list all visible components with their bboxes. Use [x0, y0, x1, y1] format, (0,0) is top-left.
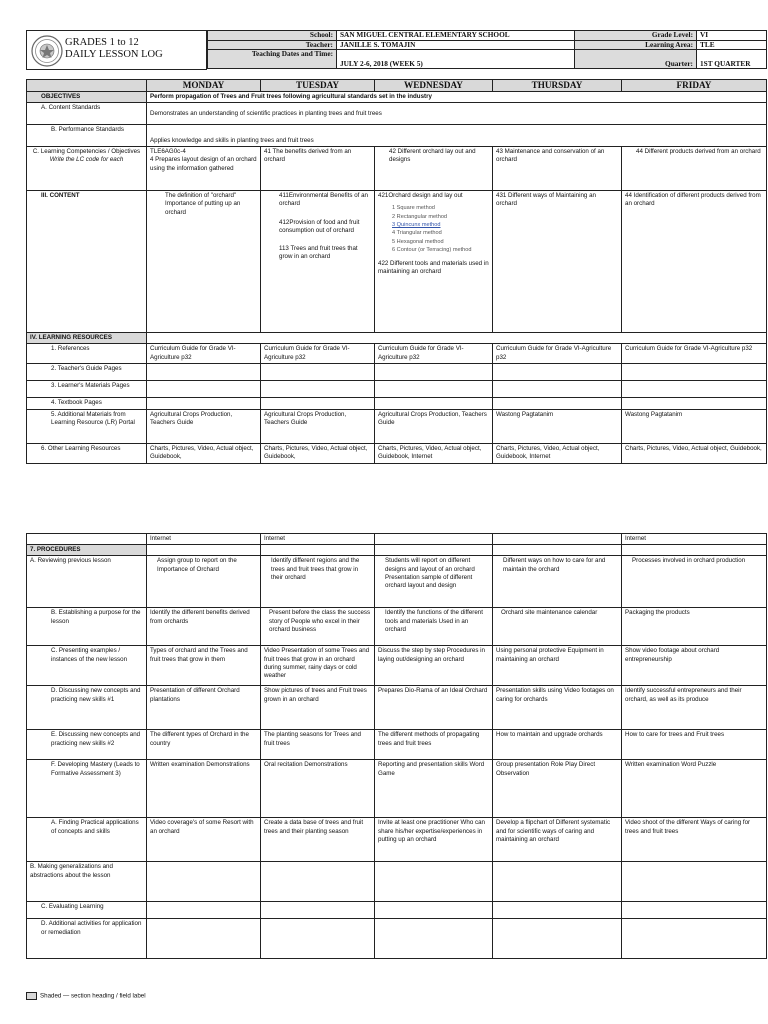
procedure-label: B. Establishing a purpose for the lesson — [27, 608, 147, 646]
procedures-row — [27, 545, 767, 556]
shading-key — [26, 992, 146, 1001]
procedure-cell: Prepares Dio-Rama of an Ideal Orchard — [375, 686, 493, 730]
content-wednesday-1: 421Orchard design and lay out — [378, 192, 463, 200]
dates-label: Teaching Dates and Time: — [208, 50, 337, 69]
internet-label-blank — [27, 534, 147, 545]
other-resources-tuesday: Charts, Pictures, Video, Actual object, Guidebook, — [261, 443, 375, 463]
procedure-label: C. Evaluating Learning — [27, 902, 147, 919]
competencies-tuesday: 41 The benefits derived from an orchard — [261, 147, 375, 191]
procedure-cell — [375, 919, 493, 959]
teacher-guide-tue — [261, 364, 375, 381]
learning-resources-blank — [147, 333, 767, 344]
procedure-cell — [493, 902, 622, 919]
day-header-friday: FRIDAY — [622, 80, 767, 92]
procedure-cell: How to maintain and upgrade orchards — [493, 730, 622, 760]
method-1: 1 Square method — [392, 205, 435, 212]
day-header-wednesday: WEDNESDAY — [375, 80, 493, 92]
procedure-cell: Presentation of different Orchard plantations — [147, 686, 261, 730]
procedure-cell: How to care for trees and Fruit trees — [622, 730, 767, 760]
procedure-cell: The different methods of propagating trees and fruit trees — [375, 730, 493, 760]
procedure-cell: Written examination Demonstrations — [147, 760, 261, 818]
procedure-row — [27, 760, 767, 818]
competency-monday-text: 4 Prepares layout design of an orchard using the information gathered — [150, 156, 257, 172]
content-wednesday — [375, 191, 493, 333]
learner-materials-thu — [493, 381, 622, 398]
competencies-label-cell — [27, 147, 147, 191]
procedure-label: D. Additional activities for application or remediation — [27, 919, 147, 959]
procedure-cell: Identify successful entrepreneurs and their orchard, as well as its produce — [622, 686, 767, 730]
procedure-label: F. Developing Mastery (Leads to Formative Assessment 3) — [27, 760, 147, 818]
competencies-friday: 44 Different products derived from an orchard — [622, 147, 767, 191]
content-row — [27, 191, 767, 333]
grade-level-label: Grade Level: — [575, 31, 697, 41]
procedure-cell: Discuss the step by step Procedures in laying out/designing an orchard — [375, 646, 493, 686]
procedure-cell: The planting seasons for Trees and fruit trees — [261, 730, 375, 760]
procedures-fri — [622, 545, 767, 556]
learner-materials-tue — [261, 381, 375, 398]
learning-resources-row — [27, 333, 767, 344]
references-row — [27, 344, 767, 364]
teacher-guide-label: 2. Teacher's Guide Pages — [27, 364, 147, 381]
title-line-1: GRADES 1 to 12 — [65, 37, 139, 48]
objectives-row — [27, 92, 767, 103]
procedure-row — [27, 818, 767, 862]
other-resources-friday: Charts, Pictures, Video, Actual object, Guidebook, — [622, 443, 767, 463]
lesson-table-page-1 — [26, 79, 767, 464]
procedure-row — [27, 686, 767, 730]
content-tuesday-1: 411Environmental Benefits of an orchard — [279, 192, 368, 208]
day-header-row — [27, 80, 767, 92]
procedure-cell — [147, 919, 261, 959]
learning-resources-label: IV. LEARNING RESOURCES — [27, 333, 147, 344]
procedure-row — [27, 902, 767, 919]
day-header-monday: MONDAY — [147, 80, 261, 92]
content-standards-row — [27, 103, 767, 125]
teacher-guide-wed — [375, 364, 493, 381]
lesson-log-title — [65, 37, 163, 61]
references-tuesday: Curriculum Guide for Grade VI-Agriculture p32 — [261, 344, 375, 364]
textbook-mon — [147, 398, 261, 409]
textbook-wed — [375, 398, 493, 409]
procedure-cell — [493, 862, 622, 902]
method-3: 3 Quincunx method — [392, 222, 441, 228]
content-tuesday-3: 113 Trees and fruit trees that grow in an orchard — [279, 245, 358, 261]
other-resources-monday: Charts, Pictures, Video, Actual object, Guidebook, — [147, 443, 261, 463]
content-tuesday-2: 412Provision of food and fruit consumption out of orchard — [279, 218, 360, 234]
references-wednesday: Curriculum Guide for Grade VI-Agriculture p32 — [375, 344, 493, 364]
procedure-cell: Video Presentation of some Trees and fruit trees that grow in an orchard during summer, rainy days or cold weather — [261, 646, 375, 686]
procedure-cell: Types of orchard and the Trees and fruit trees that grow in them — [147, 646, 261, 686]
textbook-row — [27, 398, 767, 409]
procedure-cell: Group presentation Role Play Direct Observation — [493, 760, 622, 818]
procedure-label: B. Making generalizations and abstractions about the lesson — [27, 862, 147, 902]
day-header-tuesday: TUESDAY — [261, 80, 375, 92]
school-value: SAN MIGUEL CENTRAL ELEMENTARY SCHOOL — [337, 31, 575, 41]
procedure-cell — [622, 919, 767, 959]
method-5: 5 Hexagonal method — [392, 238, 444, 245]
competency-code: TLE6AG0c-4 — [150, 148, 186, 156]
header-info-table — [207, 30, 767, 69]
orchard-methods-list — [378, 204, 489, 254]
internet-thursday — [493, 534, 622, 545]
procedure-cell: Show video footage about orchard entrepreneurship — [622, 646, 767, 686]
procedure-cell — [622, 902, 767, 919]
procedure-cell: Students will report on different designs and layout of an orchard Presentation sample of different orchard layout and design — [375, 556, 493, 608]
performance-standards-text: Applies knowledge and skills in planting trees and fruit trees — [147, 125, 767, 147]
content-standards-text: Demonstrates an understanding of scientific practices in planting trees and fruit trees — [147, 103, 767, 125]
procedure-cell: Assign group to report on the Importance of Orchard — [147, 556, 261, 608]
textbook-tue — [261, 398, 375, 409]
references-monday: Curriculum Guide for Grade VI-Agriculture p32 — [147, 344, 261, 364]
content-thursday: 431 Different ways of Maintaining an orchard — [493, 191, 622, 333]
method-4: 4 Triangular method — [392, 230, 442, 237]
performance-standards-label: B. Performance Standards — [27, 125, 147, 147]
references-label: 1. References — [27, 344, 147, 364]
references-thursday: Curriculum Guide for Grade VI-Agriculture p32 — [493, 344, 622, 364]
quarter-label: Quarter: — [575, 50, 697, 69]
internet-wednesday — [375, 534, 493, 545]
additional-materials-thursday: Wastong Pagtatanim — [493, 409, 622, 443]
competencies-thursday: 43 Maintenance and conservation of an orchard — [493, 147, 622, 191]
lesson-table-page-2 — [26, 533, 767, 959]
learner-materials-wed — [375, 381, 493, 398]
grade-level-value: VI — [697, 31, 767, 41]
method-6: 6 Contour (or Terracing) method — [392, 246, 472, 253]
procedure-cell: Different ways on how to care for and maintain the orchard — [493, 556, 622, 608]
procedure-row — [27, 608, 767, 646]
additional-materials-tuesday: Agricultural Crops Production, Teachers Guide — [261, 409, 375, 443]
procedure-cell — [261, 902, 375, 919]
competencies-label: C. Learning Competencies / Objectives — [32, 148, 141, 156]
additional-materials-monday: Agricultural Crops Production, Teachers Guide — [147, 409, 261, 443]
procedure-cell: Written examination Word Puzzle — [622, 760, 767, 818]
procedure-cell: Develop a flipchart of Different systematic and for scientific ways of caring and maintaining an orchard — [493, 818, 622, 862]
procedure-label: D. Discussing new concepts and practicing new skills #1 — [27, 686, 147, 730]
procedure-cell — [375, 862, 493, 902]
performance-standards-row — [27, 125, 767, 147]
procedure-label: A. Finding Practical applications of concepts and skills — [27, 818, 147, 862]
teacher-guide-mon — [147, 364, 261, 381]
title-line-2: DAILY LESSON LOG — [65, 49, 163, 60]
competencies-row — [27, 147, 767, 191]
procedure-label: A. Reviewing previous lesson — [27, 556, 147, 608]
additional-materials-label: 5. Additional Materials from Learning Resource (LR) Portal — [27, 409, 147, 443]
shaded-key-text: Shaded — section heading / field label — [40, 992, 146, 1000]
teacher-label: Teacher: — [208, 40, 337, 50]
additional-materials-row — [27, 409, 767, 443]
learner-materials-label: 3. Learner's Materials Pages — [27, 381, 147, 398]
content-standards-label: A. Content Standards — [27, 103, 147, 125]
teacher-value: JANILLE S. TOMAJIN — [337, 40, 575, 50]
textbook-fri — [622, 398, 767, 409]
procedure-cell — [261, 919, 375, 959]
procedure-cell: Identify the different benefits derived from orchards — [147, 608, 261, 646]
learner-materials-fri — [622, 381, 767, 398]
references-friday: Curriculum Guide for Grade VI-Agriculture p32 — [622, 344, 767, 364]
other-resources-wednesday: Charts, Pictures, Video, Actual object, Guidebook, Internet — [375, 443, 493, 463]
content-label: III. CONTENT — [27, 191, 147, 333]
learner-materials-mon — [147, 381, 261, 398]
dates-value: JULY 2-6, 2018 (WEEK 5) — [337, 50, 575, 69]
procedure-cell: Show pictures of trees and Fruit trees grown in an orchard — [261, 686, 375, 730]
procedures-thu — [493, 545, 622, 556]
internet-tuesday: Internet — [261, 534, 375, 545]
teacher-guide-row — [27, 364, 767, 381]
day-header-thursday: THURSDAY — [493, 80, 622, 92]
content-wednesday-2: 422 Different tools and materials used in maintaining an orchard — [378, 260, 489, 276]
procedure-cell: Create a data base of trees and fruit trees and their planting season — [261, 818, 375, 862]
lesson-log-header — [26, 30, 766, 70]
procedure-cell: Invite at least one practitioner Who can share his/her expertise/experiences in putting up an orchard — [375, 818, 493, 862]
teacher-guide-fri — [622, 364, 767, 381]
procedures-label: 7. PROCEDURES — [27, 545, 147, 556]
procedure-cell: Video shoot of the different Ways of caring for trees and fruit trees — [622, 818, 767, 862]
procedure-cell: Processes involved in orchard production — [622, 556, 767, 608]
additional-materials-wednesday: Agricultural Crops Production, Teachers Guide — [375, 409, 493, 443]
procedure-cell: Identify different regions and the trees and fruit trees that grow in their orchard — [261, 556, 375, 608]
procedure-label: C. Presenting examples / instances of the new lesson — [27, 646, 147, 686]
day-header-blank — [27, 80, 147, 92]
procedure-row — [27, 730, 767, 760]
procedure-cell — [261, 862, 375, 902]
quarter-value: 1ST QUARTER — [697, 50, 767, 69]
procedure-cell: Packaging the products — [622, 608, 767, 646]
procedure-cell: The different types of Orchard in the country — [147, 730, 261, 760]
learning-area-label: Learning Area: — [575, 40, 697, 50]
procedure-cell: Present before the class the success story of People who excel in their orchard business — [261, 608, 375, 646]
procedure-row — [27, 556, 767, 608]
additional-materials-friday: Wastong Pagtatanim — [622, 409, 767, 443]
deped-seal-icon — [31, 35, 63, 67]
procedure-cell: Oral recitation Demonstrations — [261, 760, 375, 818]
objectives-label: OBJECTIVES — [27, 92, 147, 103]
logo-box — [26, 30, 207, 70]
procedure-cell: Using personal protective Equipment in maintaining an orchard — [493, 646, 622, 686]
procedure-cell: Identify the functions of the different tools and materials Used in an orchard — [375, 608, 493, 646]
procedure-row — [27, 862, 767, 902]
school-label: School: — [208, 31, 337, 41]
procedure-row — [27, 919, 767, 959]
textbook-thu — [493, 398, 622, 409]
shaded-swatch — [26, 992, 37, 1000]
other-resources-row — [27, 443, 767, 463]
objectives-text: Perform propagation of Trees and Fruit trees following agricultural standards set in the industry — [147, 92, 767, 103]
learner-materials-row — [27, 381, 767, 398]
content-tuesday — [261, 191, 375, 333]
internet-row — [27, 534, 767, 545]
procedure-row — [27, 646, 767, 686]
procedure-cell — [375, 902, 493, 919]
competencies-wednesday: 42 Different orchard lay out and designs — [375, 147, 493, 191]
procedure-cell: Reporting and presentation skills Word Game — [375, 760, 493, 818]
procedure-label: E. Discussing new concepts and practicing new skills #2 — [27, 730, 147, 760]
internet-monday: Internet — [147, 534, 261, 545]
procedure-cell — [147, 862, 261, 902]
procedure-cell: Presentation skills using Video footages on caring for orchards — [493, 686, 622, 730]
competencies-monday — [147, 147, 261, 191]
method-2: 2 Rectangular method — [392, 213, 448, 220]
textbook-label: 4. Textbook Pages — [27, 398, 147, 409]
internet-friday: Internet — [622, 534, 767, 545]
procedures-mon — [147, 545, 261, 556]
procedure-cell — [147, 902, 261, 919]
procedures-tue — [261, 545, 375, 556]
teacher-guide-thu — [493, 364, 622, 381]
learning-area-value: TLE — [697, 40, 767, 50]
procedure-cell — [622, 862, 767, 902]
other-resources-thursday: Charts, Pictures, Video, Actual object, Guidebook, Internet — [493, 443, 622, 463]
procedure-cell: Video coverage's of some Resort with an orchard — [147, 818, 261, 862]
content-monday: The definition of "orchard" Importance of putting up an orchard — [147, 191, 261, 333]
procedures-wed — [375, 545, 493, 556]
competencies-sublabel: Write the LC code for each — [49, 156, 124, 164]
procedure-cell — [493, 919, 622, 959]
content-friday: 44 Identification of different products derived from an orchard — [622, 191, 767, 333]
procedure-cell: Orchard site maintenance calendar — [493, 608, 622, 646]
other-resources-label: 6. Other Learning Resources — [27, 443, 147, 463]
